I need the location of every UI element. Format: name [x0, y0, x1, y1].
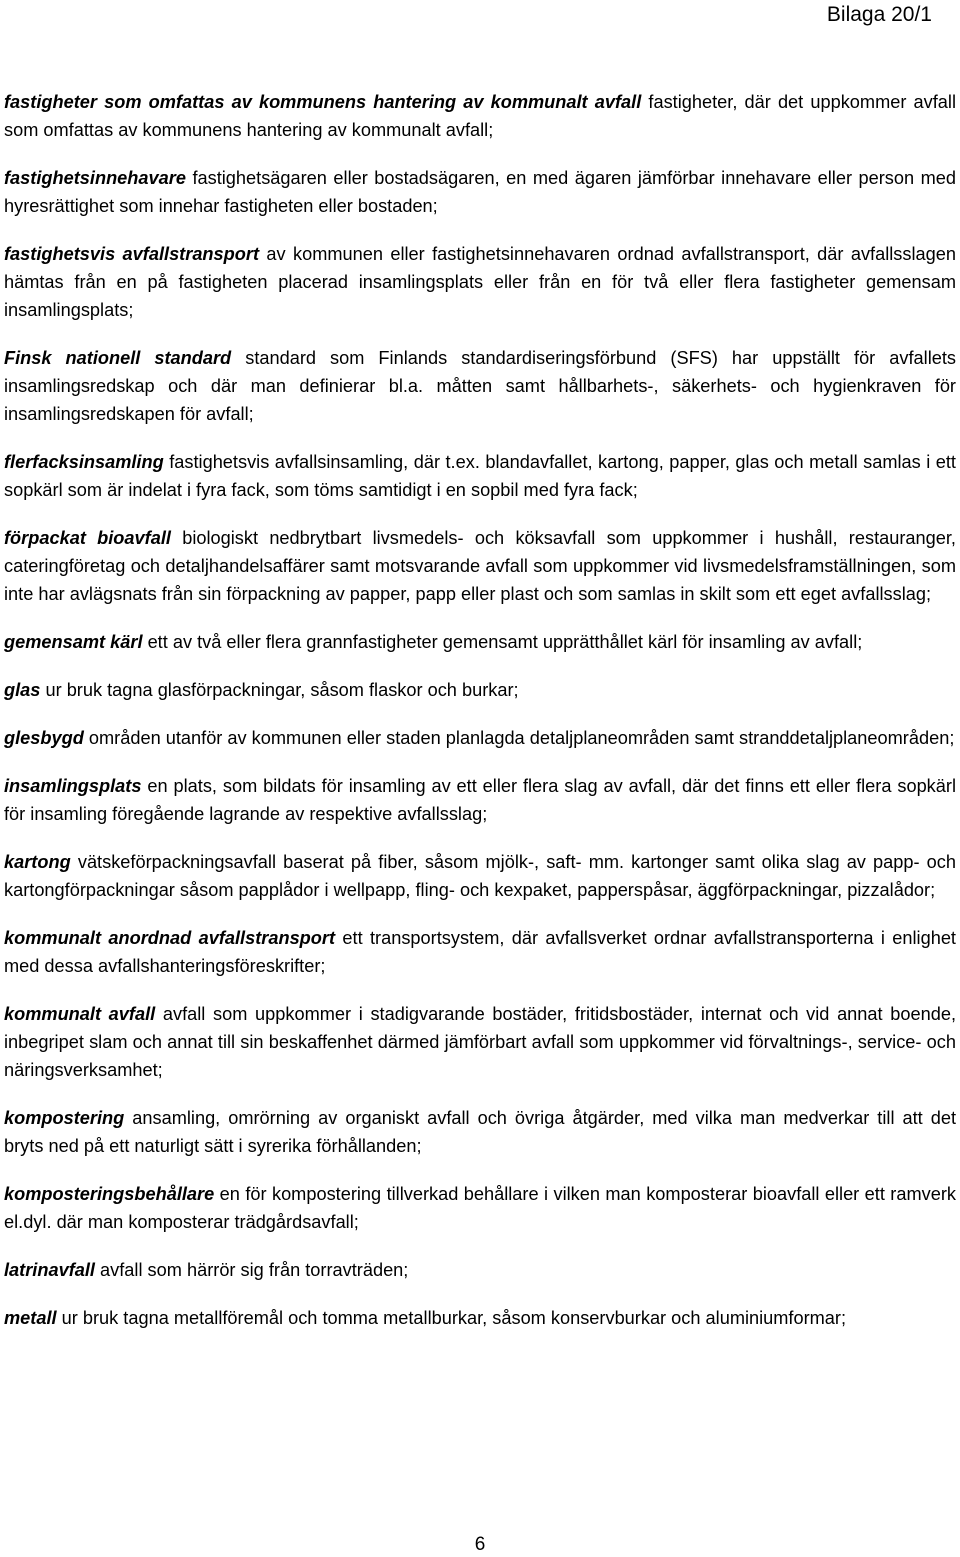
definition-entry — [4, 1256, 956, 1284]
definition-text: standard som Finlands standardiseringsförbund (SFS) har uppställt för avfallets insamlingsredskap och där man definierar bl.a. måtten samt hållbarhets-, säkerhets- och hygienkraven för insamlingsredskapen för avfall; — [4, 348, 956, 424]
definition-term: insamlingsplats — [4, 776, 142, 796]
definition-text: fastighetsvis avfallsinsamling, där t.ex. blandavfallet, kartong, papper, glas och metall samlas i ett sopkärl som är indelat i fyra fack, som töms samtidigt i en sopbil med fyra fack; — [4, 452, 956, 500]
definition-text: vätskeförpackningsavfall baserat på fiber, såsom mjölk-, saft- mm. kartonger samt olika slag av papp- och kartongförpackningar såsom papplådor i wellpapp, fling- och kexpaket, papperspåsar, äggförpackningar, pizzalådor; — [4, 852, 956, 900]
definition-term: förpackat bioavfall — [4, 528, 171, 548]
definition-entry — [4, 724, 956, 752]
definition-entry — [4, 1304, 956, 1332]
definition-entry — [4, 848, 956, 904]
definition-text: fastighetsägaren eller bostadsägaren, en med ägaren jämförbar innehavare eller person med hyresrättighet som innehar fastigheten eller bostaden; — [4, 168, 956, 216]
definition-text: ur bruk tagna glasförpackningar, såsom flaskor och burkar; — [45, 680, 519, 700]
definition-entry — [4, 924, 956, 980]
definition-text: avfall som härrör sig från torravträden; — [100, 1260, 409, 1280]
definition-entry — [4, 628, 956, 656]
definition-entry — [4, 1104, 956, 1160]
definition-term: glesbygd — [4, 728, 84, 748]
definition-term: flerfacksinsamling — [4, 452, 164, 472]
definition-term: metall — [4, 1308, 57, 1328]
definition-text: ur bruk tagna metallföremål och tomma metallburkar, såsom konservburkar och aluminiumformar; — [61, 1308, 847, 1328]
definition-term: glas — [4, 680, 41, 700]
definitions-list — [4, 88, 956, 1352]
definition-text: av kommunen eller fastighetsinnehavaren ordnad avfallstransport, där avfallsslagen hämtas från en på fastigheten placerad insamlingsplats eller från en för två eller flera fastigheter gemensam insamlingsplats; — [4, 244, 956, 320]
definition-term: komposteringsbehållare — [4, 1184, 215, 1204]
definition-text: ett av två eller flera grannfastigheter gemensamt upprätthållet kärl för insamling av avfall; — [147, 632, 863, 652]
definition-text: avfall som uppkommer i stadigvarande bostäder, fritidsbostäder, internat och vid annat boende, inbegripet slam och annat till sin beskaffenhet därmed jämförbart avfall som uppkommer vid förvaltnings-, service- och näringsverksamhet; — [4, 1004, 956, 1080]
definition-entry — [4, 164, 956, 220]
definition-text: fastigheter, där det uppkommer avfall som omfattas av kommunens hantering av kommunalt avfall; — [4, 92, 956, 140]
definition-term: kommunalt avfall — [4, 1004, 156, 1024]
definition-entry — [4, 1000, 956, 1084]
definition-entry — [4, 240, 956, 324]
definition-entry — [4, 524, 956, 608]
definition-text: biologiskt nedbrytbart livsmedels- och köksavfall som uppkommer i hushåll, restauranger, cateringföretag och detaljhandelsaffärer samt motsvarande avfall som uppkommer vid livsmedelsframställningen, som inte har avlägsnats från sin förpackning av papper, papp eller plast och som samlas in skilt som ett eget avfallsslag; — [4, 528, 956, 604]
definition-term: gemensamt kärl — [4, 632, 143, 652]
definition-entry — [4, 772, 956, 828]
definition-entry — [4, 448, 956, 504]
definition-text: en plats, som bildats för insamling av ett eller flera slag av avfall, där det finns ett eller flera sopkärl för insamling föregående lagrande av respektive avfallsslag; — [4, 776, 956, 824]
definition-entry — [4, 88, 956, 144]
attachment-label: Bilaga 20/1 — [826, 3, 932, 26]
definition-term: kompostering — [4, 1108, 125, 1128]
definition-term: fastighetsinnehavare — [4, 168, 186, 188]
definition-text: en för kompostering tillverkad behållare i vilken man komposterar bioavfall eller ett ramverk el.dyl. där man komposterar trädgårdsavfall; — [4, 1184, 956, 1232]
definition-text: ansamling, omrörning av organiskt avfall och övriga åtgärder, med vilka man medverkar till att det bryts ned på ett naturligt sätt i syrerika förhållanden; — [4, 1108, 956, 1156]
definition-term: Finsk nationell standard — [4, 348, 232, 368]
definition-term: fastigheter som omfattas av kommunens hantering av kommunalt avfall — [4, 92, 642, 112]
page-number: 6 — [474, 1534, 486, 1555]
definition-term: kartong — [4, 852, 71, 872]
definition-entry — [4, 676, 956, 704]
definition-term: kommunalt anordnad avfallstransport — [4, 928, 336, 948]
definition-term: latrinavfall — [4, 1260, 95, 1280]
definition-text: områden utanför av kommunen eller staden planlagda detaljplaneområden samt stranddetaljplaneområden; — [88, 728, 955, 748]
definition-term: fastighetsvis avfallstransport — [4, 244, 260, 264]
definition-entry — [4, 344, 956, 428]
definition-text: ett transportsystem, där avfallsverket ordnar avfallstransporterna i enlighet med dessa avfallshanteringsföreskrifter; — [4, 928, 956, 976]
definition-entry — [4, 1180, 956, 1236]
